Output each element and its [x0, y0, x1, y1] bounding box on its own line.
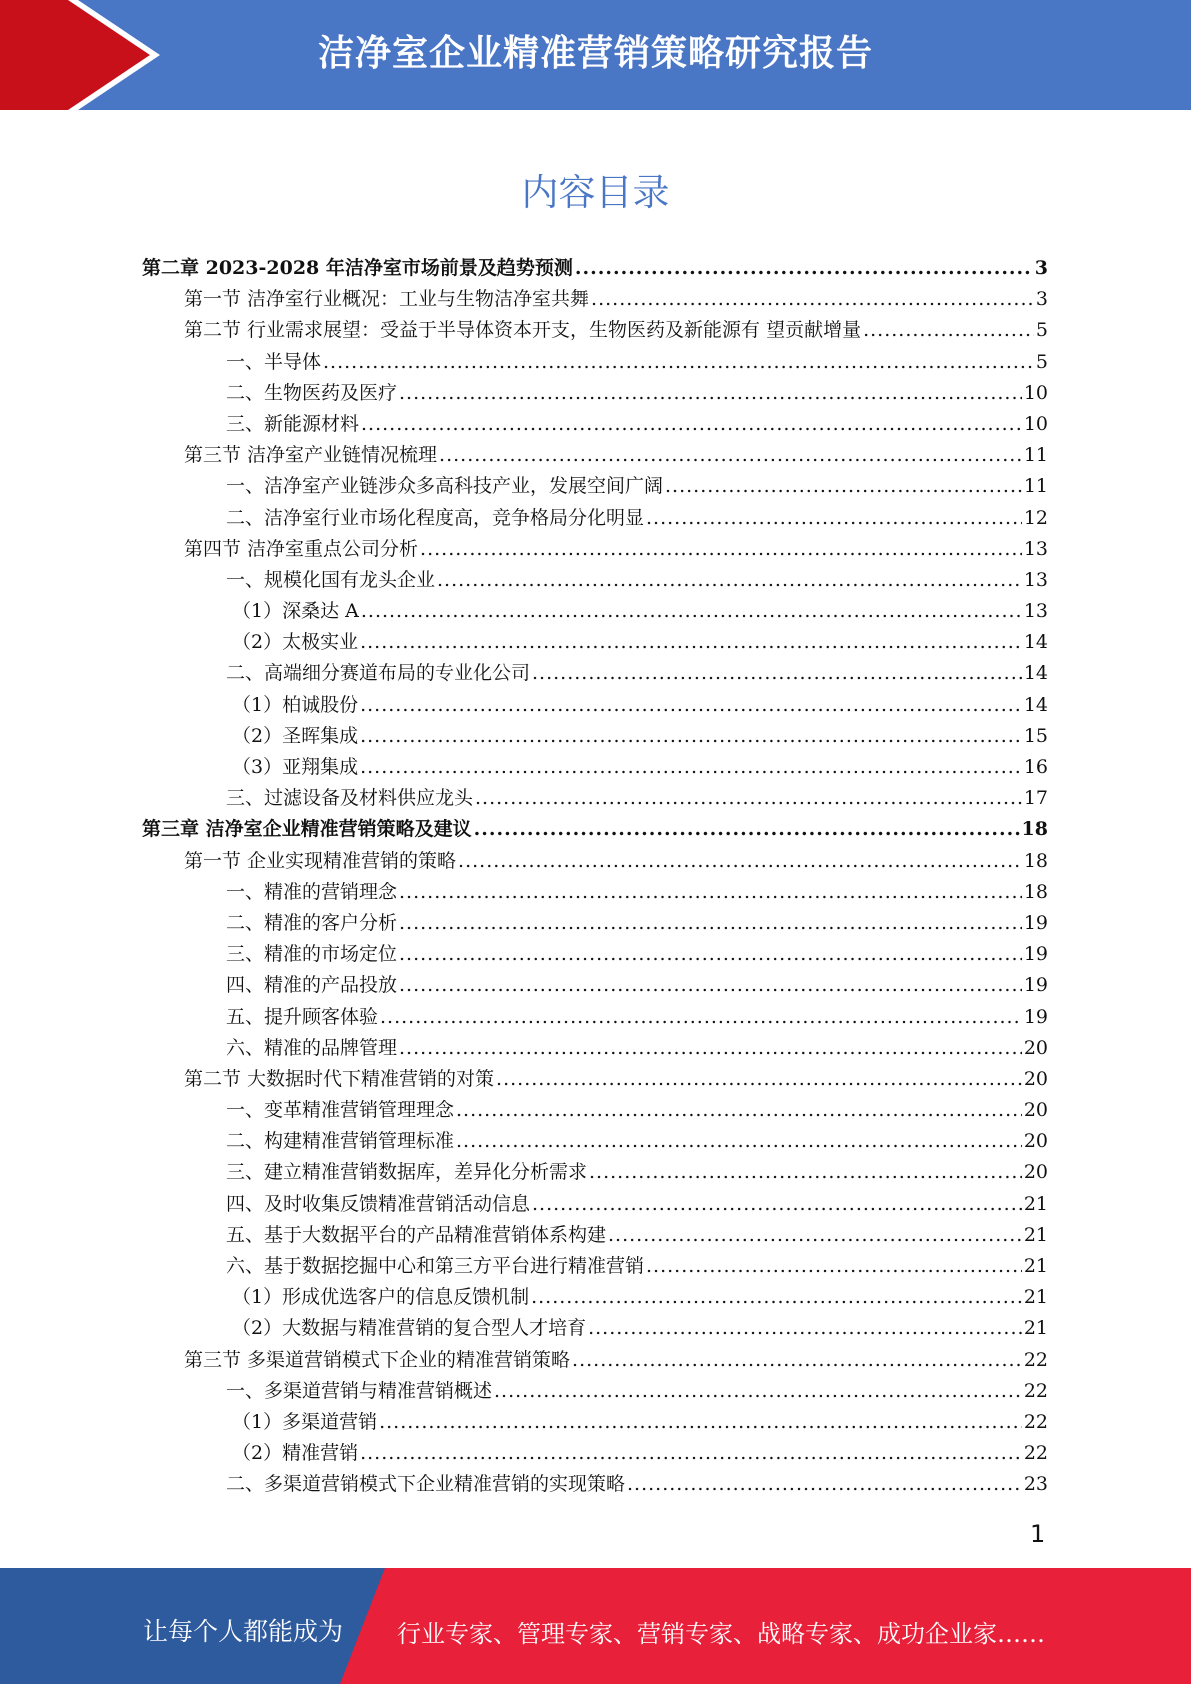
toc-entry-page: 20 — [1023, 1036, 1048, 1059]
toc-entry-text: 第二节 行业需求展望：受益于半导体资本开支，生物医药及新能源有 望贡献增量 — [184, 319, 862, 342]
toc-entry-text: 第三节 多渠道营销模式下企业的精准营销策略 — [184, 1348, 571, 1371]
toc-entry-text: 六、精准的品牌管理 — [226, 1036, 398, 1059]
toc-leader-dots — [665, 475, 1022, 497]
toc-entry-text: 三、精准的市场定位 — [226, 943, 398, 966]
toc-leader-dots — [591, 288, 1034, 310]
toc-entry-text: 四、精准的产品投放 — [226, 974, 398, 997]
toc-entry-text: （1）深桑达 A — [232, 600, 359, 623]
toc-entry[interactable] — [142, 1095, 1048, 1126]
toc-leader-dots — [575, 257, 1033, 279]
toc-entry[interactable] — [142, 908, 1048, 939]
toc-entry-page: 19 — [1023, 1005, 1048, 1028]
toc-entry-text: 五、提升顾客体验 — [226, 1005, 379, 1028]
toc-entry[interactable] — [142, 1469, 1048, 1500]
toc-entry-text: 第一节 洁净室行业概况：工业与生物洁净室共舞 — [184, 288, 590, 311]
toc-entry[interactable] — [142, 1407, 1048, 1438]
toc-entry-page: 22 — [1023, 1442, 1048, 1465]
toc-leader-dots — [399, 382, 1022, 404]
toc-entry[interactable] — [142, 534, 1048, 565]
toc-entry-text: 一、半导体 — [226, 350, 322, 373]
toc-entry-page: 23 — [1023, 1473, 1048, 1496]
toc-entry[interactable] — [142, 783, 1048, 814]
toc-entry-text: （3）亚翔集成 — [232, 756, 359, 778]
toc-entry-text: 五、基于大数据平台的产品精准营销体系构建 — [226, 1223, 607, 1246]
toc-entry[interactable] — [142, 503, 1048, 534]
toc-entry[interactable] — [142, 315, 1048, 346]
toc-entry-text: 二、构建精准营销管理标准 — [226, 1130, 455, 1153]
toc-entry-page: 14 — [1023, 631, 1048, 654]
toc-leader-dots — [380, 1006, 1022, 1028]
toc-entry[interactable] — [142, 409, 1048, 440]
toc-entry-page: 14 — [1023, 693, 1048, 716]
toc-entry[interactable] — [142, 1033, 1048, 1064]
toc-leader-dots — [379, 1411, 1022, 1433]
toc-entry-text: 二、精准的客户分析 — [226, 911, 398, 934]
toc-entry[interactable] — [142, 627, 1048, 658]
toc-entry-page: 22 — [1023, 1348, 1048, 1371]
toc-entry-page: 5 — [1035, 350, 1048, 373]
toc-entry-text: 四、及时收集反馈精准营销活动信息 — [226, 1192, 531, 1215]
toc-leader-dots — [456, 1099, 1022, 1121]
toc-leader-dots — [532, 662, 1022, 684]
toc-entry-page: 15 — [1023, 724, 1048, 747]
toc-entry[interactable] — [142, 1126, 1048, 1157]
toc-leader-dots — [475, 787, 1022, 809]
toc-entry-text: 第一节 企业实现精准营销的策略 — [184, 849, 457, 872]
toc-entry-page: 12 — [1023, 506, 1048, 529]
footer-slogan-left: 让每个人都能成为 — [143, 1617, 344, 1646]
toc-entry-page: 19 — [1023, 943, 1048, 966]
toc-leader-dots — [474, 818, 1020, 840]
toc-leader-dots — [608, 1224, 1022, 1246]
toc-leader-dots — [589, 1161, 1022, 1183]
toc-entry-page: 21 — [1023, 1317, 1048, 1340]
toc-leader-dots — [360, 694, 1022, 716]
toc-leader-dots — [361, 600, 1022, 622]
toc-leader-dots — [360, 1442, 1022, 1464]
footer-slogan-right: 行业专家、管理专家、营销专家、战略专家、成功企业家…… — [397, 1620, 1045, 1648]
toc-entry[interactable] — [142, 596, 1048, 627]
toc-entry[interactable] — [142, 1220, 1048, 1251]
toc-leader-dots — [323, 351, 1034, 373]
toc-entry-text: 一、多渠道营销与精准营销概述 — [226, 1379, 493, 1402]
toc-entry[interactable] — [142, 1282, 1048, 1313]
toc-entry-text: 二、洁净室行业市场化程度高，竞争格局分化明显 — [226, 506, 645, 529]
toc-entry[interactable] — [142, 471, 1048, 502]
toc-leader-dots — [420, 538, 1022, 560]
toc-leader-dots — [863, 319, 1034, 341]
toc-entry-text: 第三章 洁净室企业精准营销策略及建议 — [142, 818, 472, 841]
toc-leader-dots — [360, 725, 1022, 747]
toc-entry-text: 二、生物医药及医疗 — [226, 381, 398, 404]
toc-entry-text: （1）形成优选客户的信息反馈机制 — [232, 1286, 530, 1309]
toc-entry-page: 20 — [1023, 1067, 1048, 1090]
toc-entry-page: 18 — [1023, 849, 1048, 872]
toc-entry-page: 18 — [1023, 880, 1048, 903]
toc-entry-page: 13 — [1023, 537, 1048, 560]
toc-leader-dots — [531, 1286, 1022, 1308]
toc-leader-dots — [360, 631, 1022, 653]
toc-leader-dots — [494, 1380, 1022, 1402]
toc-entry[interactable] — [142, 814, 1048, 845]
toc-entry-text: 一、规模化国有龙头企业 — [226, 568, 436, 591]
toc-entry-page: 13 — [1023, 568, 1048, 591]
toc-leader-dots — [496, 1068, 1022, 1090]
toc-leader-dots — [439, 444, 1022, 466]
toc-entry-text: （2）大数据与精准营销的复合型人才培育 — [232, 1317, 587, 1340]
toc-entry[interactable] — [142, 752, 1048, 783]
toc-entry[interactable] — [142, 1157, 1048, 1188]
toc-entry-text: （1）多渠道营销 — [232, 1410, 378, 1433]
toc-entry[interactable] — [142, 939, 1048, 970]
toc-entry-text: 三、过滤设备及材料供应龙头 — [226, 787, 474, 810]
toc-leader-dots — [360, 756, 1022, 778]
toc-entry[interactable] — [142, 1438, 1048, 1469]
toc-entry[interactable] — [142, 721, 1048, 752]
toc-entry-text: 三、建立精准营销数据库，差异化分析需求 — [226, 1161, 588, 1184]
toc-entry[interactable] — [142, 440, 1048, 471]
toc-entry-page: 19 — [1023, 911, 1048, 934]
toc-entry-text: 二、高端细分赛道布局的专业化公司 — [226, 662, 531, 685]
toc-entry-text: （2）圣晖集成 — [232, 724, 359, 747]
toc-entry-page: 20 — [1023, 1130, 1048, 1153]
toc-leader-dots — [399, 1037, 1022, 1059]
toc-entry-page: 16 — [1023, 756, 1048, 778]
toc-entry[interactable] — [142, 1064, 1048, 1095]
toc-entry[interactable] — [142, 347, 1048, 378]
toc-leader-dots — [399, 943, 1022, 965]
toc-entry[interactable] — [142, 1313, 1048, 1344]
table-of-contents — [142, 253, 1048, 1501]
toc-leader-dots — [399, 974, 1022, 996]
toc-entry-page: 19 — [1023, 974, 1048, 997]
toc-entry-page: 10 — [1023, 381, 1048, 404]
toc-entry[interactable] — [142, 1251, 1048, 1282]
toc-entry-page: 17 — [1023, 787, 1048, 810]
toc-entry-text: 一、变革精准营销管理理念 — [226, 1099, 455, 1122]
toc-entry-text: 第四节 洁净室重点公司分析 — [184, 537, 419, 560]
toc-entry-page: 22 — [1023, 1410, 1048, 1433]
toc-entry-page: 20 — [1023, 1161, 1048, 1184]
toc-leader-dots — [399, 881, 1022, 903]
toc-leader-dots — [627, 1473, 1022, 1495]
toc-leader-dots — [532, 1193, 1022, 1215]
toc-entry-page: 21 — [1023, 1255, 1048, 1277]
toc-heading: 内容目录 — [521, 171, 670, 214]
toc-entry[interactable] — [142, 970, 1048, 1001]
toc-entry[interactable] — [142, 284, 1048, 315]
toc-entry-page: 10 — [1023, 412, 1048, 435]
toc-entry[interactable] — [142, 846, 1048, 877]
toc-entry-text: （2）精准营销 — [232, 1442, 359, 1465]
page-number: 1 — [1030, 1520, 1046, 1548]
toc-entry-text: （2）太极实业 — [232, 631, 359, 654]
toc-entry-page: 13 — [1023, 600, 1048, 623]
toc-entry[interactable] — [142, 658, 1048, 689]
toc-leader-dots — [456, 1130, 1022, 1152]
toc-entry-page: 11 — [1023, 444, 1048, 467]
toc-entry-page: 22 — [1023, 1379, 1048, 1402]
toc-entry-text: 一、洁净室产业链涉众多高科技产业，发展空间广阔 — [226, 475, 664, 498]
toc-entry-text: 六、基于数据挖掘中心和第三方平台进行精准营销 — [226, 1255, 645, 1277]
toc-entry-page: 5 — [1035, 319, 1048, 342]
toc-entry-text: 第二章 2023-2028 年洁净室市场前景及趋势预测 — [142, 257, 573, 279]
toc-entry[interactable] — [142, 877, 1048, 908]
toc-entry-page: 11 — [1023, 475, 1048, 498]
toc-entry-text: （1）柏诚股份 — [232, 693, 359, 716]
toc-entry-page: 20 — [1023, 1099, 1048, 1122]
toc-leader-dots — [572, 1349, 1022, 1371]
toc-leader-dots — [646, 1255, 1022, 1277]
toc-leader-dots — [361, 413, 1022, 435]
toc-entry[interactable] — [142, 690, 1048, 721]
toc-leader-dots — [458, 850, 1022, 872]
toc-entry-text: 第二节 大数据时代下精准营销的对策 — [184, 1067, 495, 1090]
toc-entry[interactable] — [142, 1376, 1048, 1407]
toc-entry[interactable] — [142, 1002, 1048, 1033]
toc-entry[interactable] — [142, 253, 1048, 284]
toc-entry[interactable] — [142, 1189, 1048, 1220]
toc-entry-page: 14 — [1023, 662, 1048, 685]
toc-entry-text: 一、精准的营销理念 — [226, 880, 398, 903]
toc-leader-dots — [588, 1317, 1022, 1339]
toc-entry-page: 18 — [1021, 818, 1048, 841]
toc-entry-text: 第三节 洁净室产业链情况梳理 — [184, 444, 438, 467]
toc-entry-page: 3 — [1034, 257, 1048, 279]
toc-entry-text: 二、多渠道营销模式下企业精准营销的实现策略 — [226, 1473, 626, 1496]
toc-entry-text: 三、新能源材料 — [226, 412, 360, 435]
report-title: 洁净室企业精准营销策略研究报告 — [317, 33, 873, 74]
toc-leader-dots — [646, 507, 1022, 529]
toc-leader-dots — [437, 569, 1022, 591]
toc-entry[interactable] — [142, 565, 1048, 596]
toc-entry-page: 21 — [1023, 1223, 1048, 1246]
toc-entry[interactable] — [142, 1345, 1048, 1376]
toc-entry-page: 3 — [1035, 288, 1048, 311]
toc-leader-dots — [399, 912, 1022, 934]
toc-entry-page: 21 — [1023, 1192, 1048, 1215]
toc-entry-page: 21 — [1023, 1286, 1048, 1309]
toc-entry[interactable] — [142, 378, 1048, 409]
